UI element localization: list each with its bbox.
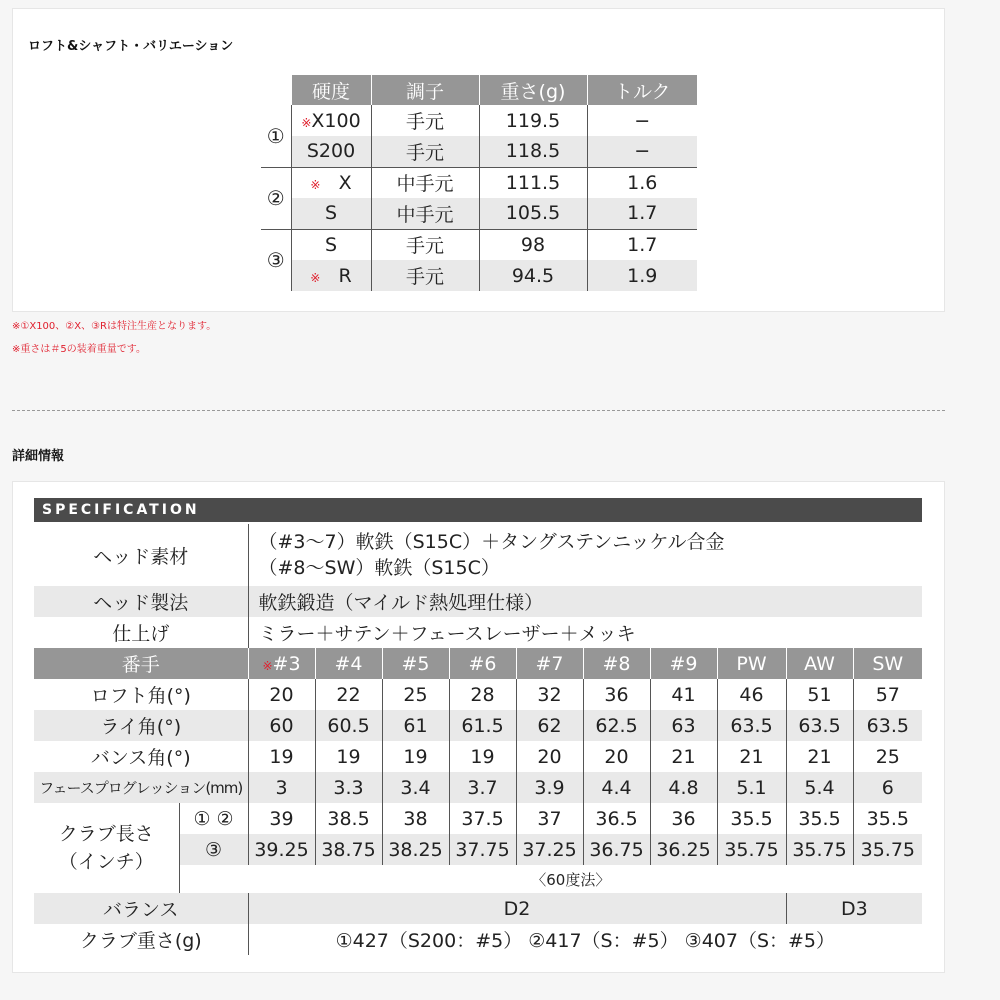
number-cell: #9 bbox=[650, 648, 717, 679]
length-cell: 38.5 bbox=[315, 803, 382, 834]
spec-row-face-progression bbox=[34, 772, 922, 803]
length-cell: 38.75 bbox=[315, 834, 382, 865]
face-progression-cell: 3 bbox=[248, 772, 315, 803]
length-cell: 35.75 bbox=[786, 834, 853, 865]
length-3-label: ③ bbox=[179, 834, 248, 865]
length-cell: 36 bbox=[650, 803, 717, 834]
kick-cell: 手元 bbox=[371, 105, 479, 136]
length-cell: 36.25 bbox=[650, 834, 717, 865]
lie-cell: 61.5 bbox=[449, 710, 516, 741]
special-order-mark: ※ bbox=[310, 270, 321, 285]
flex-cell: ※ R bbox=[291, 260, 371, 291]
spec-row-finish bbox=[34, 617, 922, 648]
loft-cell: 25 bbox=[382, 679, 449, 710]
weight-cell: 98 bbox=[479, 229, 587, 260]
length-cell: 37.75 bbox=[449, 834, 516, 865]
spec-row-club-weight bbox=[34, 924, 922, 955]
club-weight-value: ①427（S200：#5） ②417（S：#5） ③407（S：#5） bbox=[335, 930, 836, 952]
length-cell: 35.5 bbox=[786, 803, 853, 834]
flex-cell: ※X100 bbox=[291, 105, 371, 136]
shaft-variation-table bbox=[261, 75, 697, 291]
section-heading-loft-shaft: ロフト&シャフト・バリエーション bbox=[28, 39, 234, 54]
specification-banner: SPECIFICATION bbox=[34, 498, 922, 522]
loft-cell: 20 bbox=[248, 679, 315, 710]
lie-cell: 61 bbox=[382, 710, 449, 741]
spec-row-number bbox=[34, 648, 922, 679]
group-label-3: ③ bbox=[261, 229, 291, 291]
finish-label: 仕上げ bbox=[34, 617, 248, 648]
table-row bbox=[261, 229, 697, 260]
length-cell: 35.5 bbox=[866, 807, 909, 830]
kick-cell: 手元 bbox=[371, 260, 479, 291]
number-cell: #5 bbox=[382, 648, 449, 679]
lie-cell: 63.5 bbox=[786, 710, 853, 741]
balance-d3: D3 bbox=[786, 893, 922, 924]
special-order-mark: ※ bbox=[310, 177, 321, 192]
bounce-cell: 21 bbox=[650, 741, 717, 772]
flex-cell: ※ X bbox=[291, 167, 371, 198]
kick-cell: 中手元 bbox=[371, 167, 479, 198]
bounce-cell: 25 bbox=[875, 745, 900, 768]
loft-label: ロフト角(°) bbox=[34, 679, 248, 710]
header-weight: 重さ(g) bbox=[479, 75, 587, 105]
club-weight-label: クラブ重さ(g) bbox=[34, 924, 248, 955]
length-method-note: 〈60度法〉 bbox=[531, 870, 611, 889]
lie-cell: 62 bbox=[516, 710, 583, 741]
loft-cell: 41 bbox=[650, 679, 717, 710]
balance-label: バランス bbox=[34, 893, 248, 924]
length-12-label: ① ② bbox=[179, 803, 248, 834]
number-cell: #8 bbox=[583, 648, 650, 679]
special-order-note: ※①X100、②X、③Rは特注生産となります。 bbox=[12, 321, 217, 332]
table-row bbox=[261, 260, 697, 291]
length-cell: 35.5 bbox=[717, 803, 786, 834]
number-cell: ※#3 bbox=[248, 648, 315, 679]
lie-cell: 60 bbox=[248, 710, 315, 741]
table-row bbox=[261, 136, 697, 167]
length-cell: 38 bbox=[382, 803, 449, 834]
loft-cell: 46 bbox=[717, 679, 786, 710]
face-progression-cell: 4.4 bbox=[583, 772, 650, 803]
bounce-cell: 19 bbox=[248, 741, 315, 772]
flex-cell: S bbox=[291, 229, 371, 260]
kick-cell: 手元 bbox=[371, 229, 479, 260]
spec-row-balance bbox=[34, 893, 922, 924]
header-flex: 硬度 bbox=[291, 75, 371, 105]
face-progression-cell: 5.1 bbox=[717, 772, 786, 803]
face-progression-cell: 4.8 bbox=[650, 772, 717, 803]
length-cell: 39.25 bbox=[248, 834, 315, 865]
bounce-cell: 19 bbox=[315, 741, 382, 772]
loft-cell: 36 bbox=[583, 679, 650, 710]
number-cell: AW bbox=[786, 648, 853, 679]
number-label: 番手 bbox=[34, 648, 248, 679]
flex-cell: S bbox=[291, 198, 371, 229]
number-cell: SW bbox=[853, 648, 922, 679]
weight-cell: 111.5 bbox=[479, 167, 587, 198]
finish-value: ミラー＋サテン＋フェースレーザー＋メッキ bbox=[258, 623, 636, 645]
corner-cell bbox=[261, 75, 291, 105]
loft-cell: 28 bbox=[449, 679, 516, 710]
weight-cell: 105.5 bbox=[479, 198, 587, 229]
table-row bbox=[261, 198, 697, 229]
head-method-value: 軟鉄鍛造（マイルド熱処理仕様） bbox=[248, 586, 922, 617]
head-method-label: ヘッド製法 bbox=[34, 586, 248, 617]
length-cell: 37 bbox=[516, 803, 583, 834]
spec-row-loft bbox=[34, 679, 922, 710]
header-torque: トルク bbox=[587, 75, 697, 105]
torque-cell: 1.9 bbox=[587, 260, 697, 291]
face-progression-cell: 3.4 bbox=[382, 772, 449, 803]
spec-row-head-method bbox=[34, 586, 922, 617]
face-progression-cell: 3.3 bbox=[315, 772, 382, 803]
bounce-label: バンス角(°) bbox=[34, 741, 248, 772]
torque-cell: − bbox=[634, 109, 651, 132]
weight-cell: 118.5 bbox=[479, 136, 587, 167]
torque-cell: 1.7 bbox=[587, 229, 697, 260]
lie-cell: 63 bbox=[650, 710, 717, 741]
spec-row-length-12 bbox=[34, 803, 922, 834]
lie-cell: 63.5 bbox=[853, 710, 922, 741]
club-length-label: クラブ長さ （インチ） bbox=[34, 803, 179, 893]
length-cell: 35.75 bbox=[717, 834, 786, 865]
face-progression-cell: 3.7 bbox=[449, 772, 516, 803]
length-cell: 35.75 bbox=[853, 834, 922, 865]
weight-cell: 119.5 bbox=[479, 105, 587, 136]
length-cell: 38.25 bbox=[382, 834, 449, 865]
group-label-2: ② bbox=[261, 167, 291, 229]
section-divider bbox=[12, 410, 945, 411]
bounce-cell: 21 bbox=[717, 741, 786, 772]
number-cell: #6 bbox=[449, 648, 516, 679]
weight-cell: 94.5 bbox=[479, 260, 587, 291]
number-cell: #4 bbox=[315, 648, 382, 679]
section-heading-details: 詳細情報 bbox=[12, 449, 65, 464]
spec-row-head-material bbox=[34, 524, 922, 586]
length-cell: 36.75 bbox=[583, 834, 650, 865]
bounce-cell: 19 bbox=[449, 741, 516, 772]
bounce-cell: 20 bbox=[583, 741, 650, 772]
face-progression-cell: 5.4 bbox=[786, 772, 853, 803]
number-cell: PW bbox=[717, 648, 786, 679]
header-kick: 調子 bbox=[371, 75, 479, 105]
head-material-value: （#3〜7）軟鉄（S15C）＋タングステンニッケル合金 （#8〜SW）軟鉄（S15C） bbox=[258, 531, 725, 579]
face-progression-label: フェースプログレッション(mm) bbox=[34, 772, 248, 803]
flex-cell: S200 bbox=[291, 136, 371, 167]
group-label-1: ① bbox=[261, 105, 291, 167]
face-progression-cell: 6 bbox=[853, 772, 922, 803]
torque-cell: − bbox=[587, 136, 697, 167]
bounce-cell: 21 bbox=[786, 741, 853, 772]
lie-label: ライ角(°) bbox=[34, 710, 248, 741]
specification-table bbox=[34, 524, 922, 955]
table-row bbox=[261, 105, 697, 136]
kick-cell: 手元 bbox=[371, 136, 479, 167]
length-cell: 36.5 bbox=[583, 803, 650, 834]
loft-cell: 51 bbox=[786, 679, 853, 710]
length-cell: 37.25 bbox=[516, 834, 583, 865]
loft-cell: 32 bbox=[516, 679, 583, 710]
balance-d2: D2 bbox=[248, 893, 786, 924]
spec-row-bounce bbox=[34, 741, 922, 772]
spec-row-lie bbox=[34, 710, 922, 741]
lie-cell: 62.5 bbox=[583, 710, 650, 741]
table-row bbox=[261, 167, 697, 198]
head-material-label: ヘッド素材 bbox=[34, 524, 248, 586]
number-cell: #7 bbox=[516, 648, 583, 679]
bounce-cell: 19 bbox=[382, 741, 449, 772]
loft-cell: 57 bbox=[875, 683, 900, 706]
torque-cell: 1.7 bbox=[587, 198, 697, 229]
torque-cell: 1.6 bbox=[587, 167, 697, 198]
length-cell: 39 bbox=[248, 803, 315, 834]
loft-cell: 22 bbox=[315, 679, 382, 710]
lie-cell: 63.5 bbox=[717, 710, 786, 741]
face-progression-cell: 3.9 bbox=[516, 772, 583, 803]
weight-note: ※重さは＃5の装着重量です。 bbox=[12, 344, 146, 355]
length-cell: 37.5 bbox=[449, 803, 516, 834]
special-order-mark: ※ bbox=[262, 658, 273, 673]
lie-cell: 60.5 bbox=[315, 710, 382, 741]
bounce-cell: 20 bbox=[516, 741, 583, 772]
special-order-mark: ※ bbox=[301, 115, 312, 130]
kick-cell: 中手元 bbox=[371, 198, 479, 229]
